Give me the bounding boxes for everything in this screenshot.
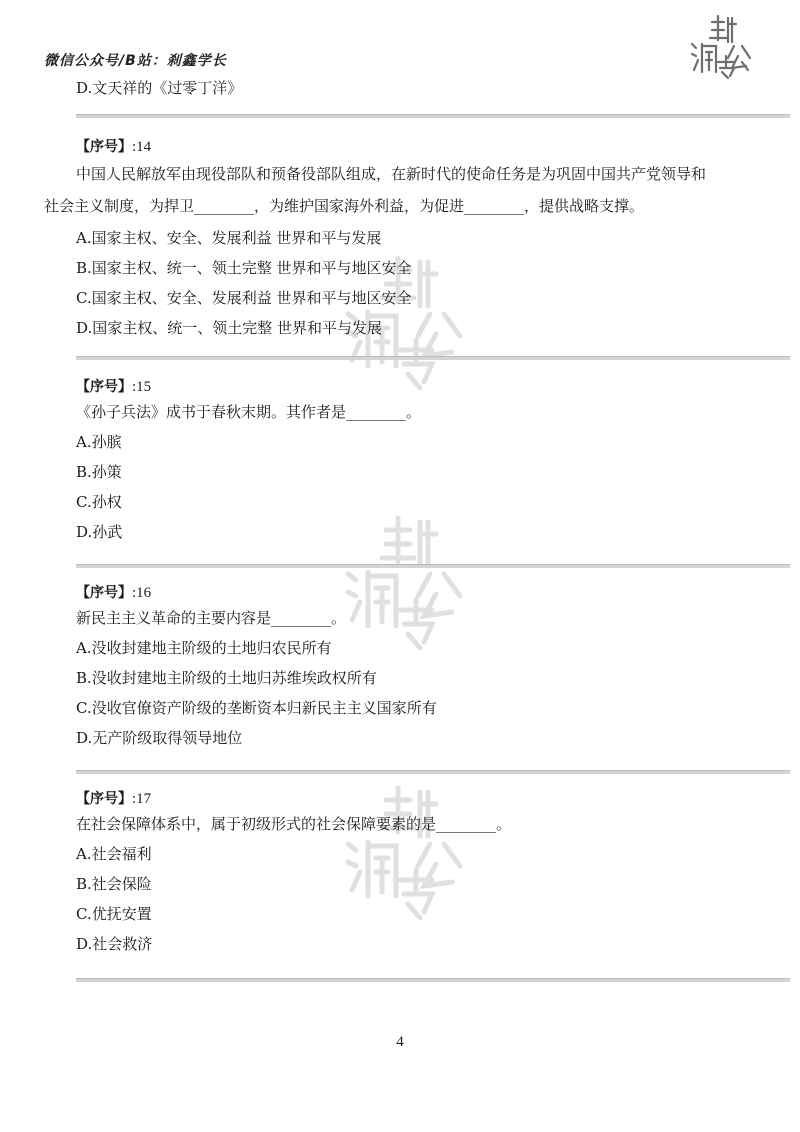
answer-option: B.国家主权、统一、领土完整 世界和平与地区安全 [76, 259, 412, 277]
answer-option: C.孙权 [76, 493, 122, 511]
answer-option: A.没收封建地主阶级的土地归农民所有 [76, 639, 332, 657]
header-source-text: 微信公众号/B站：刹鑫学长 [44, 53, 227, 69]
page-number: 4 [396, 1034, 404, 1050]
section-divider [76, 978, 790, 982]
answer-option: A.孙膑 [76, 433, 122, 451]
answer-option: C.优抚安置 [76, 905, 152, 923]
question-stem: 新民主主义革命的主要内容是________。 [76, 609, 347, 627]
question-label: 【序号】 [76, 379, 132, 395]
question-number: :16 [132, 585, 152, 601]
question-number: :17 [132, 791, 152, 807]
watermark-logo [340, 510, 470, 660]
answer-option: D.国家主权、统一、领土完整 世界和平与发展 [76, 319, 383, 337]
answer-option: C.国家主权、安全、发展利益 世界和平与地区安全 [76, 289, 412, 307]
answer-option: D.社会救济 [76, 935, 153, 953]
question-header [76, 136, 151, 157]
section-divider [76, 564, 790, 568]
prev-question-option: D.文天祥的《过零丁洋》 [76, 79, 243, 97]
answer-option: B.孙策 [76, 463, 122, 481]
question-stem: 社会主义制度，为捍卫________，为维护国家海外利益，为促进________，提供战略支撑。 [44, 197, 645, 215]
question-stem: 《孙子兵法》成书于春秋末期。其作者是________。 [76, 403, 422, 421]
answer-option: C.没收官僚资产阶级的垄断资本归新民主主义国家所有 [76, 699, 437, 717]
answer-option: B.没收封建地主阶级的土地归苏维埃政权所有 [76, 669, 377, 687]
question-label: 【序号】 [76, 585, 132, 601]
answer-option: B.社会保险 [76, 875, 152, 893]
question-stem: 在社会保障体系中，属于初级形式的社会保障要素的是________。 [76, 815, 512, 833]
question-stem: 中国人民解放军由现役部队和预备役部队组成，在新时代的使命任务是为巩固中国共产党领导和 [76, 165, 707, 183]
question-label: 【序号】 [76, 139, 132, 155]
corner-logo [688, 10, 758, 80]
question-header [76, 376, 151, 397]
answer-option: D.孙武 [76, 523, 123, 541]
watermark-logo [340, 780, 470, 930]
section-divider [76, 356, 790, 360]
question-header [76, 788, 151, 809]
question-label: 【序号】 [76, 791, 132, 807]
section-divider [76, 114, 790, 118]
answer-option: D.无产阶级取得领导地位 [76, 729, 243, 747]
answer-option: A.国家主权、安全、发展利益 世界和平与发展 [76, 229, 382, 247]
question-number: :14 [132, 139, 152, 155]
answer-option: A.社会福利 [76, 845, 152, 863]
question-number: :15 [132, 379, 152, 395]
section-divider [76, 770, 790, 774]
question-header [76, 582, 151, 603]
